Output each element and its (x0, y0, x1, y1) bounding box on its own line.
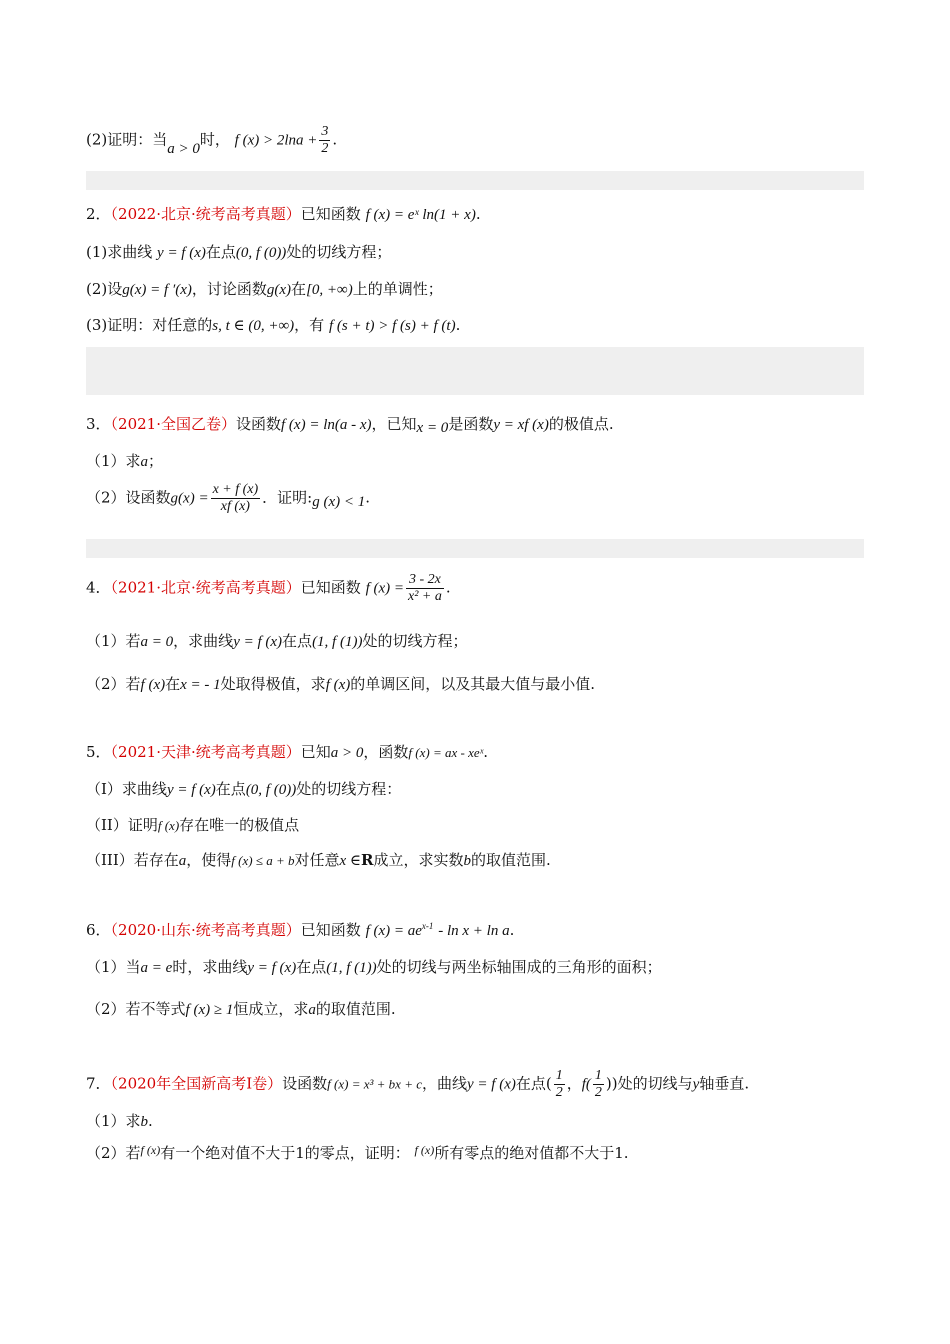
q3-function: f (x) = ln(a - x) (281, 417, 372, 433)
q5-p1-d: (0, f (0)) (245, 782, 297, 798)
q4-p1-g: 处的切线方程； (362, 632, 468, 650)
q7-frac2-den: 2 (594, 1085, 602, 1100)
q7-frac1-den: 2 (555, 1085, 563, 1100)
q2-number: 2． (86, 205, 111, 223)
q4-function: f (x) = (365, 580, 404, 597)
q2-part2-line (86, 277, 443, 302)
q7-function2: y = f (x) (467, 1076, 516, 1093)
q4-p2-e: 处取得极值，求 (220, 675, 326, 693)
q4-fraction (406, 572, 444, 605)
q1-part2-cond: a > 0 (167, 140, 200, 157)
q4-p1-d: y = f (x) (233, 634, 283, 650)
q3-mid2: 是函数 (448, 415, 494, 433)
q5-p2-b: f (x) (157, 818, 180, 833)
q1-part2-fraction (319, 124, 330, 157)
q3-end: 的极值点. (548, 415, 614, 433)
q5-function: f (x) = ax - xeˣ (408, 745, 484, 760)
q3-p2-frac-den: xf (x) (211, 498, 261, 515)
q4-p2-b: f (x) (140, 677, 166, 693)
q6-p1-e: 在点 (296, 958, 327, 976)
q6-p1-f: (1, f (1)) (326, 960, 377, 976)
q3-p1-b: a (140, 454, 149, 470)
q7-mid: ，曲线 (422, 1074, 468, 1093)
answer-space-band-2 (86, 347, 864, 395)
q7-axis: y (692, 1076, 700, 1093)
q6-source: （2020·山东·统考高考真题） (110, 921, 301, 939)
q6-p2-a: （2）若不等式 (86, 1000, 186, 1018)
q7-part2-line (86, 1141, 629, 1166)
q2-p1-b: y = f (x) (157, 245, 206, 261)
q3-p1-a: （1）求 (86, 452, 141, 470)
q4-p2-g: 的单调区间，以及其最大值与最小值. (350, 675, 596, 693)
q5-title-line (86, 740, 488, 765)
q6-p2-c: 恒成立，求 (233, 1000, 309, 1018)
q2-p2-d: g(x) (266, 282, 292, 298)
q5-p3-d: f (x) ≤ a + b (231, 853, 295, 868)
q4-end: . (445, 578, 451, 597)
q7-p2-a: （2）若 (86, 1144, 141, 1162)
q4-p2-a: （2）若 (86, 675, 141, 693)
q2-end: . (475, 205, 481, 223)
q7-mid3: ， (566, 1074, 582, 1093)
q2-title-line (86, 202, 481, 227)
q4-p1-f: (1, f (1)) (312, 634, 363, 650)
q5-p2-c: 存在唯一的极值点 (179, 816, 300, 834)
q7-fraction-1 (554, 1068, 565, 1101)
q2-p1-a: (1)求曲线 (86, 243, 153, 261)
q5-p1-c: 在点 (215, 780, 246, 798)
q7-source: （2020年全国新高考Ⅰ卷） (110, 1074, 283, 1093)
q4-p1-a: （1）若 (86, 632, 141, 650)
q6-p1-b: a = e (140, 960, 173, 976)
q6-p1-d: y = f (x) (247, 960, 297, 976)
q3-p2-fraction (211, 482, 261, 515)
q3-p2-d: g (x) < 1 (312, 493, 366, 510)
q3-number: 3． (86, 415, 111, 433)
q7-part1-line (86, 1109, 153, 1134)
q5-cond: a > 0 (330, 745, 364, 761)
q1-part2-mid: 时， (199, 130, 230, 149)
q3-part2-line (86, 482, 370, 515)
q2-p1-c: 在点 (205, 243, 236, 261)
q7-frac1-num: 1 (555, 1068, 563, 1083)
q1-part2-expr: f (x) > 2lna + (234, 132, 318, 149)
q2-p3-e: . (455, 316, 461, 334)
q5-end: . (483, 743, 489, 761)
q6-p1-a: （1）当 (86, 958, 141, 976)
q7-number: 7． (86, 1074, 111, 1093)
q3-source: （2021·全国乙卷） (110, 415, 236, 433)
q4-part2-line (86, 672, 595, 697)
q2-p3-d: f (s + t) > f (s) + f (t) (328, 318, 456, 334)
q3-function2: y = xf (x) (493, 417, 549, 433)
q6-function-exponent: x-1 (421, 921, 434, 931)
q4-p2-c: 在 (165, 675, 181, 693)
q7-mid5: ))处的切线与 (605, 1074, 693, 1093)
answer-space-band-1 (86, 171, 864, 190)
q4-source: （2021·北京·统考高考真题） (110, 578, 301, 597)
q6-p2-e: 的取值范围. (315, 1000, 396, 1018)
q3-p2-e: . (365, 488, 371, 507)
q3-title-line (86, 412, 614, 437)
q6-number: 6． (86, 921, 111, 939)
q7-mid2: 在点( (515, 1074, 552, 1093)
q3-p1-c: ； (148, 452, 164, 470)
q7-p2-c: 有一个绝对值不大于1的零点，证明： (160, 1144, 410, 1162)
q7-intro: 设函数 (282, 1074, 328, 1093)
q5-p3-j: 的取值范围. (471, 851, 551, 869)
q7-p1-a: （1）求 (86, 1112, 141, 1130)
q6-p2-d: a (308, 1002, 316, 1018)
q6-function: f (x) = ae (365, 923, 422, 939)
q2-p2-e: 在 (291, 280, 307, 298)
q5-part2-line (86, 813, 299, 838)
q5-p1-e: 处的切线方程： (296, 780, 402, 798)
q7-p2-d: f (x) (414, 1143, 435, 1157)
q2-part1-line (86, 240, 391, 265)
q3-intro: 设函数 (236, 415, 282, 433)
q4-title-line (86, 572, 451, 605)
q2-p2-g: 上的单调性； (352, 280, 443, 298)
q4-frac-den: x² + a (408, 589, 442, 604)
q3-cond: x = 0 (416, 420, 449, 436)
q1-part2-frac-den: 2 (321, 141, 329, 156)
q5-p2-a: （II）证明 (86, 816, 158, 834)
q6-p1-c: 时，求曲线 (172, 958, 248, 976)
q6-function-tail: - ln x + ln a (438, 923, 510, 939)
q5-p3-b: a (178, 853, 187, 869)
q6-part2-line (86, 997, 396, 1022)
q3-part1-line (86, 449, 163, 474)
q5-p3-f: x ∈ (339, 853, 362, 869)
q7-mid4: f( (581, 1076, 591, 1093)
q1-part2-line (86, 124, 337, 157)
q2-p2-a: (2)设 (86, 280, 123, 298)
q3-p2-frac-num: x + f (x) (212, 482, 259, 497)
q5-p3-g: R (361, 851, 374, 869)
q4-p1-c: ，求曲线 (173, 632, 234, 650)
q6-intro: 已知函数 (300, 921, 361, 939)
q1-part2-frac-num: 3 (321, 124, 329, 139)
q7-p1-b: b (140, 1114, 149, 1130)
q2-p2-c: ，讨论函数 (191, 280, 267, 298)
q5-p3-e: 对任意 (294, 851, 340, 869)
q4-intro: 已知函数 (300, 578, 361, 597)
q5-p3-a: （III）若存在 (86, 851, 179, 869)
q2-function: f (x) = eˣ ln(1 + x) (365, 207, 476, 223)
q2-part3-line (86, 313, 460, 338)
q1-part2-prefix: (2)证明：当 (86, 130, 168, 149)
q2-source: （2022·北京·统考高考真题） (110, 205, 301, 223)
q2-p2-f: [0, +∞) (306, 282, 353, 298)
q3-mid: ，已知 (371, 415, 417, 433)
q2-p1-d: (0, f (0)) (235, 245, 287, 261)
q2-intro: 已知函数 (300, 205, 361, 223)
q6-end: . (509, 921, 515, 939)
q2-p1-e: 处的切线方程； (286, 243, 392, 261)
q5-p1-a: （I）求曲线 (86, 780, 167, 798)
q4-p1-b: a = 0 (140, 634, 174, 650)
q5-part1-line (86, 777, 401, 802)
q4-number: 4． (86, 578, 111, 597)
q6-p2-b: f (x) ≥ 1 (185, 1002, 234, 1018)
q2-p3-b: s, t ∈ (0, +∞) (212, 318, 295, 334)
q1-part2-end: . (332, 130, 338, 149)
q5-mid: ，函数 (363, 743, 409, 761)
q4-p2-d: x = - 1 (180, 677, 221, 693)
q5-intro: 已知 (300, 743, 331, 761)
q6-p1-g: 处的切线与两坐标轴围成的三角形的面积； (376, 958, 662, 976)
q7-end: 轴垂直. (699, 1074, 750, 1093)
q7-title-line (86, 1068, 749, 1101)
q4-frac-num: 3 - 2x (408, 572, 441, 587)
q7-fraction-2 (593, 1068, 604, 1101)
q3-p2-c: ．证明: (262, 488, 313, 507)
q7-function: f (x) = x³ + bx + c (327, 1076, 422, 1092)
q4-p1-e: 在点 (282, 632, 313, 650)
q5-part3-line (86, 848, 551, 873)
answer-space-band-3 (86, 539, 864, 558)
q7-p1-c: . (148, 1112, 153, 1130)
q2-p3-a: (3)证明：对任意的 (86, 316, 213, 334)
q2-p3-c: ，有 (294, 316, 325, 334)
q3-p2-b: g(x) = (170, 490, 209, 507)
q4-p2-f: f (x) (325, 677, 351, 693)
q5-source: （2021·天津·统考高考真题） (110, 743, 301, 761)
q4-part1-line (86, 629, 467, 654)
q5-p3-h: 成立，求实数 (373, 851, 464, 869)
q5-p3-c: ，使得 (186, 851, 232, 869)
q2-p2-b: g(x) = f ′(x) (122, 282, 192, 298)
q3-p2-a: （2）设函数 (86, 488, 171, 507)
q6-title-line (86, 914, 514, 943)
q7-frac2-num: 1 (594, 1068, 602, 1083)
q6-part1-line (86, 955, 662, 980)
q5-p1-b: y = f (x) (166, 782, 216, 798)
q7-p2-e: 所有零点的绝对值都不大于1. (434, 1144, 629, 1162)
q5-number: 5． (86, 743, 111, 761)
q5-p3-i: b (463, 853, 472, 869)
q7-p2-b: f (x) (140, 1143, 161, 1157)
